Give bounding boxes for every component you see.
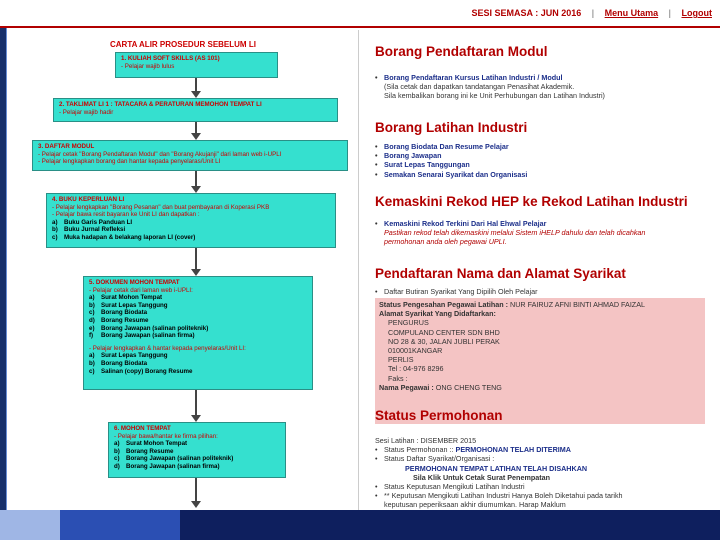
step-5-item: f) Borang Jawapan (salinan firma) — [89, 332, 195, 340]
bottom-bar-mid — [60, 510, 180, 540]
nav-separator: | — [591, 8, 595, 18]
flowchart-title: CARTA ALIR PROSEDUR SEBELUM LI — [110, 40, 256, 49]
pendaftaran-nama-list — [375, 287, 705, 296]
flowchart — [20, 30, 355, 510]
flow-arrow — [195, 122, 197, 134]
step-3-line-2: - Pelajar lengkapkan borang dan hantar kepada penyelaras/Unit LI — [38, 158, 221, 166]
step-5-item: c) Borang Biodata — [89, 309, 148, 317]
sesi-latihan: Sesi Latihan : DISEMBER 2015 — [375, 436, 477, 445]
status-permohonan-row: • Status Permohonan :: PERMOHONAN TELAH DITERIMA — [375, 445, 705, 454]
top-nav — [472, 8, 712, 18]
step-4-item: c) Muka hadapan & belakang laporan LI (cover) — [52, 233, 196, 241]
semakan-senarai-link[interactable]: • Semakan Senarai Syarikat dan Organisasi — [375, 170, 705, 179]
flow-step-6 — [108, 422, 286, 478]
nav-separator: | — [668, 8, 671, 18]
address-line: Tel : 04-976 8296 — [388, 364, 444, 374]
kemaskini-rekod-link[interactable]: • Kemaskini Rekod Terkini Dari Hal Ehwal Pelajar — [375, 219, 705, 228]
cetak-surat-link[interactable]: Sila Klik Untuk Cetak Surat Penempatan — [413, 472, 551, 482]
right-panel — [367, 30, 710, 510]
step-4-item: b) Buku Jurnal Refleksi — [52, 226, 126, 234]
step-5-item: e) Borang Jawapan (salinan politeknik) — [89, 324, 209, 332]
step-5-item: a) Surat Mohon Tempat — [89, 294, 163, 302]
top-bar — [0, 0, 720, 28]
address-line: PERLIS — [388, 355, 414, 365]
status-keputusan-link[interactable]: • Status Keputusan Mengikuti Latihan Industri — [375, 482, 705, 491]
step-5-item: b) Borang Biodata — [89, 359, 148, 367]
step-4-line-1: - Pelajar lengkapkan "Borang Pesanan" dan buat pembayaran di Koperasi PKB — [52, 203, 270, 211]
section-title-borang-latihan: Borang Latihan Industri — [375, 120, 528, 135]
step-5-item: a) Surat Lepas Tanggung — [89, 352, 168, 360]
step-2-heading: 2. TAKLIMAT LI 1 : TATACARA & PERATURAN MEMOHON TEMPAT LI — [59, 101, 262, 108]
step-6-item: b) Borang Resume — [114, 447, 174, 455]
address-line: PENGURUS — [388, 318, 429, 328]
step-6-item: a) Surat Mohon Tempat — [114, 440, 188, 448]
surat-lepas-tanggungan-link[interactable]: • Surat Lepas Tanggungan — [375, 160, 705, 169]
status-pengesahan-row: Status Pengesahan Pegawai Latihan : NUR FAIRUZ AFNI BINTI AHMAD FAIZAL — [379, 300, 645, 309]
bottom-bar-light — [0, 510, 60, 540]
s1-note-1: (Sila cetak dan dapatkan tandatangan Penasihat Akademik. — [384, 82, 575, 92]
pendaftaran-modul-list — [375, 73, 705, 101]
flow-arrow — [195, 478, 197, 502]
borang-jawapan-link[interactable]: • Borang Jawapan — [375, 151, 705, 160]
logout-link[interactable]: Logout — [681, 8, 712, 18]
s3-note-2: permohonan anda oleh pegawai UPLI. — [384, 237, 507, 247]
menu-utama-link[interactable]: Menu Utama — [604, 8, 659, 18]
keputusan-note-2: keputusan peperiksaan akhir diumumkan. Harap Maklum — [384, 500, 566, 510]
step-4-line-2: - Pelajar bawa resit bayaran ke Unit LI dan dapatkan : — [52, 211, 200, 219]
section-title-kemaskini-rekod: Kemaskini Rekod HEP ke Rekod Latihan Industri — [375, 194, 688, 209]
step-4-item: a) Buku Garis Panduan LI — [52, 218, 133, 226]
column-divider — [358, 30, 359, 510]
step-2-line: - Pelajar wajib hadir — [59, 108, 114, 116]
top-rule — [0, 26, 720, 28]
address-line: NO 28 & 30, JALAN JUBLI PERAK — [388, 336, 500, 346]
flow-step-2 — [53, 98, 338, 122]
step-4-heading: 4. BUKU KEPERLUAN LI — [52, 196, 125, 203]
section-title-pendaftaran-modul: Borang Pendaftaran Modul — [375, 44, 548, 59]
step-6-heading: 6. MOHON TEMPAT — [114, 425, 171, 432]
flow-arrow — [195, 248, 197, 270]
status-permohonan-list — [375, 436, 705, 510]
flow-step-3 — [32, 140, 348, 171]
step-5-intro-2: - Pelajar lengkapkan & hantar kepada penyelaras/Unit LI: — [89, 344, 246, 352]
left-edge-line — [6, 0, 7, 540]
section-title-pendaftaran-nama: Pendaftaran Nama dan Alamat Syarikat — [375, 266, 626, 281]
keputusan-note-1: • ** Keputusan Mengikuti Latihan Industri Hanya Boleh Diketahui pada tarikh — [375, 491, 705, 500]
borang-biodata-link[interactable]: • Borang Biodata Dan Resume Pelajar — [375, 142, 705, 151]
flow-step-5 — [83, 276, 313, 390]
flow-arrow — [195, 171, 197, 187]
flow-step-4 — [46, 193, 336, 248]
company-info-box — [375, 298, 705, 424]
step-6-item: d) Borang Jawapan (salinan firma) — [114, 462, 220, 470]
step-1-heading: 1. KULIAH SOFT SKILLS (AS 101) — [121, 55, 220, 62]
section-title-status-permohonan: Status Permohonan — [375, 408, 503, 423]
daftar-butiran-item[interactable]: • Daftar Butiran Syarikat Yang Dipilih Oleh Pelajar — [375, 287, 705, 296]
address-line: COMPULAND CENTER SDN BHD — [388, 327, 500, 337]
step-5-heading: 5. DOKUMEN MOHON TEMPAT — [89, 279, 180, 286]
nama-pegawai-row: Nama Pegawai : ONG CHENG TENG — [379, 382, 502, 392]
step-6-intro: - Pelajar bawa/hantar ke firma pilihan: — [114, 432, 218, 440]
address-line: Faks : — [388, 373, 408, 383]
borang-latihan-list — [375, 142, 705, 179]
flow-step-1 — [115, 52, 278, 78]
step-5-item: d) Borang Resume — [89, 316, 149, 324]
step-6-item: c) Borang Jawapan (salinan politeknik) — [114, 455, 234, 463]
step-3-heading: 3. DAFTAR MODUL — [38, 143, 95, 150]
session-label: SESI SEMASA : JUN 2016 — [471, 8, 582, 18]
borang-pendaftaran-kursus-link[interactable]: • Borang Pendaftaran Kursus Latihan Industri / Modul — [375, 73, 705, 82]
step-3-line-1: - Pelajar cetak "Borang Pendaftaran Modul" dan "Borang Akujanji" dari laman web i-UPLI — [38, 150, 282, 158]
status-daftar-label: • Status Daftar Syarikat/Organisasi : — [375, 454, 705, 463]
bottom-bar-dark — [180, 510, 720, 540]
step-5-item: c) Salinan (copy) Borang Resume — [89, 367, 193, 375]
flow-arrow — [195, 390, 197, 416]
kemaskini-rekod-list — [375, 219, 705, 247]
step-1-line: - Pelajar wajib lulus — [121, 62, 175, 70]
alamat-label: Alamat Syarikat Yang Didaftarkan: — [379, 309, 496, 319]
s1-note-2: Sila kembalikan borang ini ke Unit Perhubungan dan Latihan Industri) — [384, 91, 605, 101]
status-daftar-value: PERMOHONAN TEMPAT LATIHAN TELAH DISAHKAN — [405, 463, 588, 473]
step-5-item: b) Surat Lepas Tanggung — [89, 301, 168, 309]
address-line: 010001KANGAR — [388, 346, 443, 356]
step-5-intro: - Pelajar cetak dari laman web i-UPLI: — [89, 286, 193, 294]
s3-note-1: Pastikan rekod telah dikemaskini melalui Sistem iHELP dahulu dan telah dicahkan — [384, 228, 646, 238]
flow-arrow — [195, 78, 197, 92]
